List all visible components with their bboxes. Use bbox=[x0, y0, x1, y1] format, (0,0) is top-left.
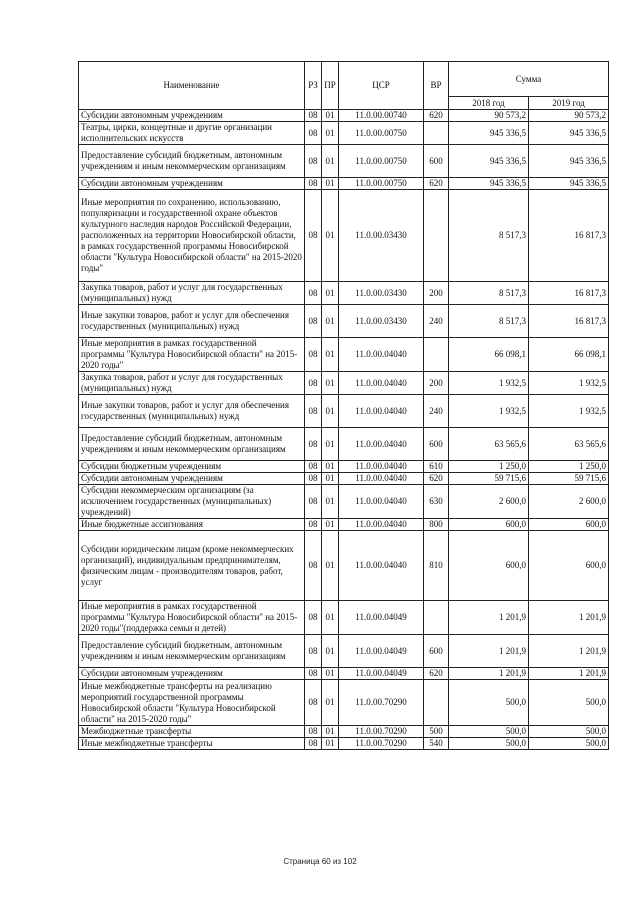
table-row bbox=[79, 190, 609, 282]
cell-name: Иные мероприятия в рамках государственной программы "Культура Новосибирской области" на 2015-2020 годы"(поддержка семьи и детей) bbox=[79, 601, 305, 635]
cell-y1: 2 600,0 bbox=[449, 485, 529, 519]
cell-y2: 16 817,3 bbox=[529, 282, 609, 305]
cell-vr bbox=[424, 680, 449, 726]
cell-csr: 11.0.00.00750 bbox=[339, 145, 424, 178]
table-row bbox=[79, 461, 609, 473]
budget-table bbox=[78, 61, 609, 750]
cell-rz: 08 bbox=[305, 428, 322, 461]
cell-name: Иные мероприятия в рамках государственной программы "Культура Новосибирской области" на 2015-2020 годы" bbox=[79, 338, 305, 372]
cell-rz: 08 bbox=[305, 372, 322, 395]
cell-vr: 600 bbox=[424, 635, 449, 668]
cell-pr: 01 bbox=[322, 473, 339, 485]
cell-y1: 66 098,1 bbox=[449, 338, 529, 372]
cell-rz: 08 bbox=[305, 122, 322, 145]
header-sum: Сумма bbox=[449, 62, 609, 97]
cell-rz: 08 bbox=[305, 601, 322, 635]
cell-rz: 08 bbox=[305, 282, 322, 305]
cell-y1: 1 932,5 bbox=[449, 395, 529, 428]
cell-y1: 8 517,3 bbox=[449, 190, 529, 282]
cell-y2: 945 336,5 bbox=[529, 122, 609, 145]
cell-rz: 08 bbox=[305, 338, 322, 372]
cell-vr: 620 bbox=[424, 473, 449, 485]
cell-vr: 610 bbox=[424, 461, 449, 473]
cell-csr: 11.0.00.00740 bbox=[339, 110, 424, 122]
cell-rz: 08 bbox=[305, 485, 322, 519]
cell-pr: 01 bbox=[322, 726, 339, 738]
cell-vr: 600 bbox=[424, 145, 449, 178]
cell-pr: 01 bbox=[322, 680, 339, 726]
cell-name: Субсидии некоммерческим организациям (за исключением государственных (муниципальных) учреждений) bbox=[79, 485, 305, 519]
cell-name: Закупка товаров, работ и услуг для государственных (муниципальных) нужд bbox=[79, 372, 305, 395]
cell-csr: 11.0.00.03430 bbox=[339, 305, 424, 338]
cell-y2: 500,0 bbox=[529, 738, 609, 750]
cell-y1: 600,0 bbox=[449, 519, 529, 531]
cell-y1: 59 715,6 bbox=[449, 473, 529, 485]
cell-csr: 11.0.00.04040 bbox=[339, 473, 424, 485]
cell-y2: 600,0 bbox=[529, 519, 609, 531]
cell-rz: 08 bbox=[305, 190, 322, 282]
cell-name: Субсидии юридическим лицам (кроме некоммерческих организаций), индивидуальным предпринимателям, физическим лицам - производителям товаров, работ, услуг bbox=[79, 531, 305, 601]
cell-csr: 11.0.00.04040 bbox=[339, 531, 424, 601]
page-number: Страница 60 из 102 bbox=[283, 857, 357, 866]
cell-y1: 1 201,9 bbox=[449, 635, 529, 668]
cell-rz: 08 bbox=[305, 531, 322, 601]
cell-name: Субсидии бюджетным учреждениям bbox=[79, 461, 305, 473]
cell-csr: 11.0.00.04040 bbox=[339, 428, 424, 461]
cell-csr: 11.0.00.00750 bbox=[339, 122, 424, 145]
cell-pr: 01 bbox=[322, 338, 339, 372]
table-row bbox=[79, 338, 609, 372]
cell-rz: 08 bbox=[305, 461, 322, 473]
cell-y2: 2 600,0 bbox=[529, 485, 609, 519]
cell-pr: 01 bbox=[322, 282, 339, 305]
header-pr: ПР bbox=[322, 62, 339, 110]
table-row bbox=[79, 726, 609, 738]
cell-vr: 240 bbox=[424, 305, 449, 338]
cell-pr: 01 bbox=[322, 145, 339, 178]
table-row bbox=[79, 531, 609, 601]
table-body bbox=[79, 110, 609, 750]
cell-name: Иные мероприятия по сохранению, использованию, популяризации и государственной охране объектов культурного наследия народов Российской Федерации, расположенных на территории Новосибирской области, в рамках государственной программы Новосибирской области "Культура Новосибирской области" на 2015-2020 годы" bbox=[79, 190, 305, 282]
cell-y2: 16 817,3 bbox=[529, 190, 609, 282]
cell-vr: 200 bbox=[424, 282, 449, 305]
cell-vr bbox=[424, 338, 449, 372]
cell-csr: 11.0.00.04049 bbox=[339, 668, 424, 680]
cell-pr: 01 bbox=[322, 190, 339, 282]
header-rz: РЗ bbox=[305, 62, 322, 110]
cell-vr: 620 bbox=[424, 178, 449, 190]
cell-y2: 945 336,5 bbox=[529, 145, 609, 178]
cell-rz: 08 bbox=[305, 635, 322, 668]
cell-csr: 11.0.00.04040 bbox=[339, 485, 424, 519]
cell-vr: 200 bbox=[424, 372, 449, 395]
cell-y1: 945 336,5 bbox=[449, 122, 529, 145]
cell-vr: 540 bbox=[424, 738, 449, 750]
cell-vr bbox=[424, 122, 449, 145]
cell-name: Субсидии автономным учреждениям bbox=[79, 178, 305, 190]
cell-pr: 01 bbox=[322, 395, 339, 428]
cell-vr: 500 bbox=[424, 726, 449, 738]
cell-vr bbox=[424, 190, 449, 282]
cell-csr: 11.0.00.04049 bbox=[339, 635, 424, 668]
cell-name: Субсидии автономным учреждениям bbox=[79, 668, 305, 680]
cell-name: Театры, цирки, концертные и другие организации исполнительских искусств bbox=[79, 122, 305, 145]
cell-name: Субсидии автономным учреждениям bbox=[79, 473, 305, 485]
header-vr: ВР bbox=[424, 62, 449, 110]
cell-name: Предоставление субсидий бюджетным, автономным учреждениям и иным некоммерческим организациям bbox=[79, 145, 305, 178]
cell-y1: 1 201,9 bbox=[449, 668, 529, 680]
cell-csr: 11.0.00.04040 bbox=[339, 372, 424, 395]
cell-y1: 600,0 bbox=[449, 531, 529, 601]
cell-pr: 01 bbox=[322, 668, 339, 680]
cell-y1: 8 517,3 bbox=[449, 282, 529, 305]
cell-name: Иные закупки товаров, работ и услуг для обеспечения государственных (муниципальных) нужд bbox=[79, 305, 305, 338]
cell-csr: 11.0.00.70290 bbox=[339, 680, 424, 726]
table-row bbox=[79, 738, 609, 750]
cell-csr: 11.0.00.04040 bbox=[339, 395, 424, 428]
cell-csr: 11.0.00.04040 bbox=[339, 338, 424, 372]
cell-y2: 1 932,5 bbox=[529, 395, 609, 428]
cell-name: Иные бюджетные ассигнования bbox=[79, 519, 305, 531]
cell-y2: 1 201,9 bbox=[529, 601, 609, 635]
cell-pr: 01 bbox=[322, 122, 339, 145]
cell-y1: 500,0 bbox=[449, 738, 529, 750]
cell-y1: 90 573,2 bbox=[449, 110, 529, 122]
header-csr: ЦСР bbox=[339, 62, 424, 110]
cell-y2: 1 250,0 bbox=[529, 461, 609, 473]
cell-name: Закупка товаров, работ и услуг для государственных (муниципальных) нужд bbox=[79, 282, 305, 305]
cell-vr: 620 bbox=[424, 668, 449, 680]
cell-vr: 240 bbox=[424, 395, 449, 428]
table-row bbox=[79, 178, 609, 190]
table-row bbox=[79, 282, 609, 305]
cell-y2: 66 098,1 bbox=[529, 338, 609, 372]
cell-csr: 11.0.00.03430 bbox=[339, 282, 424, 305]
cell-y1: 1 250,0 bbox=[449, 461, 529, 473]
cell-rz: 08 bbox=[305, 145, 322, 178]
table-row bbox=[79, 122, 609, 145]
table-row bbox=[79, 668, 609, 680]
header-name: Наименование bbox=[79, 62, 305, 110]
cell-y1: 1 201,9 bbox=[449, 601, 529, 635]
cell-pr: 01 bbox=[322, 372, 339, 395]
cell-pr: 01 bbox=[322, 601, 339, 635]
table-row bbox=[79, 635, 609, 668]
cell-y2: 1 201,9 bbox=[529, 668, 609, 680]
cell-name: Иные межбюджетные трансферты bbox=[79, 738, 305, 750]
cell-y1: 500,0 bbox=[449, 726, 529, 738]
cell-y2: 1 201,9 bbox=[529, 635, 609, 668]
cell-pr: 01 bbox=[322, 738, 339, 750]
table-row bbox=[79, 485, 609, 519]
cell-y2: 600,0 bbox=[529, 531, 609, 601]
cell-pr: 01 bbox=[322, 428, 339, 461]
table-row bbox=[79, 145, 609, 178]
cell-pr: 01 bbox=[322, 178, 339, 190]
table-row bbox=[79, 395, 609, 428]
cell-csr: 11.0.00.70290 bbox=[339, 738, 424, 750]
table-header bbox=[79, 62, 609, 110]
cell-y1: 945 336,5 bbox=[449, 178, 529, 190]
cell-y1: 1 932,5 bbox=[449, 372, 529, 395]
cell-vr bbox=[424, 601, 449, 635]
cell-y1: 945 336,5 bbox=[449, 145, 529, 178]
cell-y1: 63 565,6 bbox=[449, 428, 529, 461]
cell-rz: 08 bbox=[305, 726, 322, 738]
cell-y1: 500,0 bbox=[449, 680, 529, 726]
cell-csr: 11.0.00.70290 bbox=[339, 726, 424, 738]
cell-y2: 59 715,6 bbox=[529, 473, 609, 485]
cell-name: Иные закупки товаров, работ и услуг для обеспечения государственных (муниципальных) нужд bbox=[79, 395, 305, 428]
cell-csr: 11.0.00.04049 bbox=[339, 601, 424, 635]
cell-vr: 620 bbox=[424, 110, 449, 122]
cell-pr: 01 bbox=[322, 531, 339, 601]
cell-pr: 01 bbox=[322, 305, 339, 338]
table-row bbox=[79, 473, 609, 485]
cell-pr: 01 bbox=[322, 635, 339, 668]
table-row bbox=[79, 680, 609, 726]
table-row bbox=[79, 428, 609, 461]
table-row bbox=[79, 601, 609, 635]
header-year-2018: 2018 год bbox=[449, 97, 529, 110]
cell-pr: 01 bbox=[322, 519, 339, 531]
cell-csr: 11.0.00.04040 bbox=[339, 519, 424, 531]
cell-rz: 08 bbox=[305, 738, 322, 750]
cell-name: Предоставление субсидий бюджетным, автономным учреждениям и иным некоммерческим организациям bbox=[79, 428, 305, 461]
cell-rz: 08 bbox=[305, 668, 322, 680]
cell-name: Предоставление субсидий бюджетным, автономным учреждениям и иным некоммерческим организациям bbox=[79, 635, 305, 668]
cell-csr: 11.0.00.00750 bbox=[339, 178, 424, 190]
cell-rz: 08 bbox=[305, 473, 322, 485]
cell-name: Межбюджетные трансферты bbox=[79, 726, 305, 738]
cell-vr: 800 bbox=[424, 519, 449, 531]
cell-name: Субсидии автономным учреждениям bbox=[79, 110, 305, 122]
table-row bbox=[79, 305, 609, 338]
cell-rz: 08 bbox=[305, 110, 322, 122]
header-year-2019: 2019 год bbox=[529, 97, 609, 110]
cell-pr: 01 bbox=[322, 461, 339, 473]
cell-name: Иные межбюджетные трансферты на реализацию мероприятий государственной программы Новосибирской области "Культура Новосибирской области" на 2015-2020 годы" bbox=[79, 680, 305, 726]
cell-csr: 11.0.00.04040 bbox=[339, 461, 424, 473]
cell-y2: 500,0 bbox=[529, 726, 609, 738]
table-row bbox=[79, 372, 609, 395]
table-row bbox=[79, 110, 609, 122]
cell-vr: 600 bbox=[424, 428, 449, 461]
cell-rz: 08 bbox=[305, 395, 322, 428]
cell-rz: 08 bbox=[305, 305, 322, 338]
cell-csr: 11.0.00.03430 bbox=[339, 190, 424, 282]
cell-y2: 16 817,3 bbox=[529, 305, 609, 338]
table-row bbox=[79, 519, 609, 531]
cell-rz: 08 bbox=[305, 178, 322, 190]
cell-y2: 63 565,6 bbox=[529, 428, 609, 461]
cell-vr: 810 bbox=[424, 531, 449, 601]
cell-y1: 8 517,3 bbox=[449, 305, 529, 338]
cell-y2: 500,0 bbox=[529, 680, 609, 726]
cell-pr: 01 bbox=[322, 485, 339, 519]
cell-y2: 945 336,5 bbox=[529, 178, 609, 190]
cell-y2: 90 573,2 bbox=[529, 110, 609, 122]
cell-rz: 08 bbox=[305, 519, 322, 531]
cell-vr: 630 bbox=[424, 485, 449, 519]
cell-pr: 01 bbox=[322, 110, 339, 122]
cell-rz: 08 bbox=[305, 680, 322, 726]
cell-y2: 1 932,5 bbox=[529, 372, 609, 395]
